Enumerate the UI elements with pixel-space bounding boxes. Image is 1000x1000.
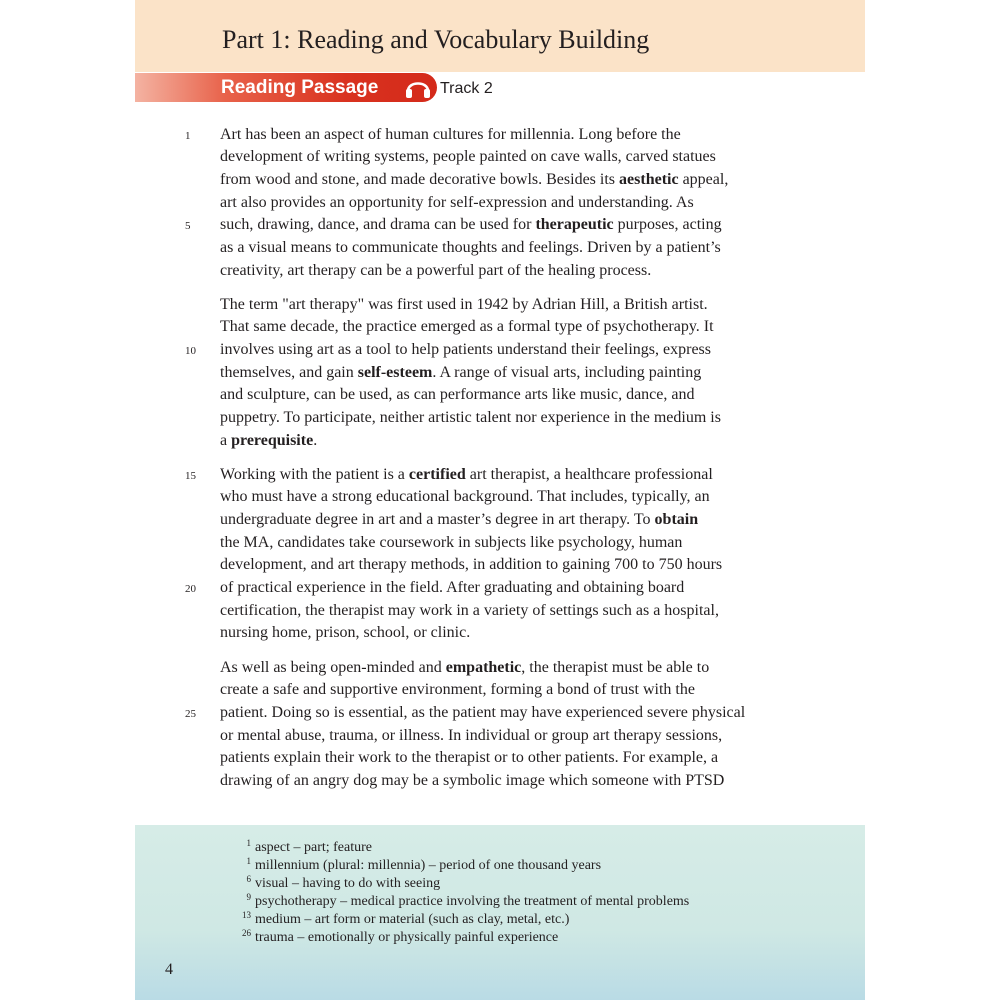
glossary-line-ref: 13 [242, 910, 251, 920]
line-number: 5 [185, 220, 191, 233]
page-number: 4 [165, 961, 173, 978]
passage-line: as a visual means to communicate thoughts and feelings. Driven by a patient’s [220, 239, 721, 256]
passage-line: of practical experience in the field. After graduating and obtaining board [220, 579, 685, 596]
passage-line: development of writing systems, people painted on cave walls, carved statues [220, 148, 716, 166]
passage-line: create a safe and supportive environment, forming a bond of trust with the [220, 681, 695, 699]
passage-line: patient. Doing so is essential, as the patient may have experienced severe physical [220, 703, 746, 721]
passage-line: puppetry. To participate, neither artistic talent nor experience in the medium is [220, 409, 721, 426]
passage-line: the MA, candidates take coursework in subjects like psychology, human [220, 533, 683, 551]
page-title: Part 1: Reading and Vocabulary Building [222, 25, 650, 54]
glossary-definition: medium – art form or material (such as clay, metal, etc.) [255, 912, 570, 927]
reading-passage-label: Reading Passage [221, 77, 379, 98]
passage-line: certification, the therapist may work in a variety of settings such as a hospital, [220, 601, 719, 619]
passage-line: The term "art therapy" was first used in 1942 by Adrian Hill, a British artist. [220, 295, 708, 313]
glossary-definition: aspect – part; feature [255, 840, 372, 855]
glossary-item [236, 924, 558, 947]
passage-line: or mental abuse, trauma, or illness. In individual or group art therapy sessions, [220, 726, 723, 744]
passage-line: That same decade, the practice emerged as a formal type of psychotherapy. It [220, 318, 714, 336]
glossary-line-ref: 26 [242, 928, 251, 938]
passage-line: As well as being open-minded and empathetic, the therapist must be able to [220, 658, 710, 676]
glossary-definition: millennium (plural: millennia) – period of one thousand years [255, 858, 602, 873]
passage-line: development, and art therapy methods, in addition to gaining 700 to 750 hours [220, 556, 723, 574]
passage-line: a prerequisite. [220, 431, 318, 449]
passage-line: such, drawing, dance, and drama can be used for therapeutic purposes, acting [220, 216, 722, 234]
line-number: 20 [185, 583, 196, 595]
glossary-definition: trauma – emotionally or physically painful experience [255, 930, 559, 945]
passage-line: from wood and stone, and made decorative bowls. Besides its aesthetic appeal, [220, 170, 729, 188]
line-number: 10 [185, 344, 196, 357]
audio-track-label[interactable]: Track 2 [440, 80, 493, 97]
passage-line: Working with the patient is a certified art therapist, a healthcare professional [220, 465, 713, 483]
line-number: 25 [185, 707, 196, 720]
passage-line: who must have a strong educational background. That includes, typically, an [220, 488, 710, 506]
glossary-definition: psychotherapy – medical practice involving the treatment of mental problems [255, 894, 690, 909]
textbook-page [135, 0, 865, 1000]
passage-line: Art has been an aspect of human cultures for millennia. Long before the [220, 125, 681, 143]
passage-line: nursing home, prison, school, or clinic. [220, 624, 471, 642]
passage-line: involves using art as a tool to help patients understand their feelings, express [220, 340, 711, 358]
glossary-line-ref: 1 [246, 856, 251, 866]
passage-line: patients explain their work to the therapist or to other patients. For example, a [220, 749, 719, 767]
glossary-line-ref: 1 [246, 838, 251, 848]
passage-line: art also provides an opportunity for self-expression and understanding. As [220, 193, 694, 211]
passage-line: undergraduate degree in art and a master’s degree in art therapy. To obtain [220, 510, 699, 528]
glossary-line-ref: 6 [246, 874, 251, 884]
glossary-line-ref: 9 [246, 892, 251, 902]
glossary-definition: visual – having to do with seeing [255, 876, 441, 891]
passage-line: and sculpture, can be used, as can performance arts like music, dance, and [220, 386, 695, 404]
passage-line: creativity, art therapy can be a powerful part of the healing process. [220, 261, 652, 279]
line-number: 15 [185, 469, 196, 482]
line-number: 1 [185, 129, 191, 142]
passage-line: themselves, and gain self-esteem. A range of visual arts, including painting [220, 363, 702, 381]
passage-line: drawing of an angry dog may be a symbolic image which someone with PTSD [220, 772, 725, 789]
headphones-icon[interactable] [403, 76, 433, 100]
